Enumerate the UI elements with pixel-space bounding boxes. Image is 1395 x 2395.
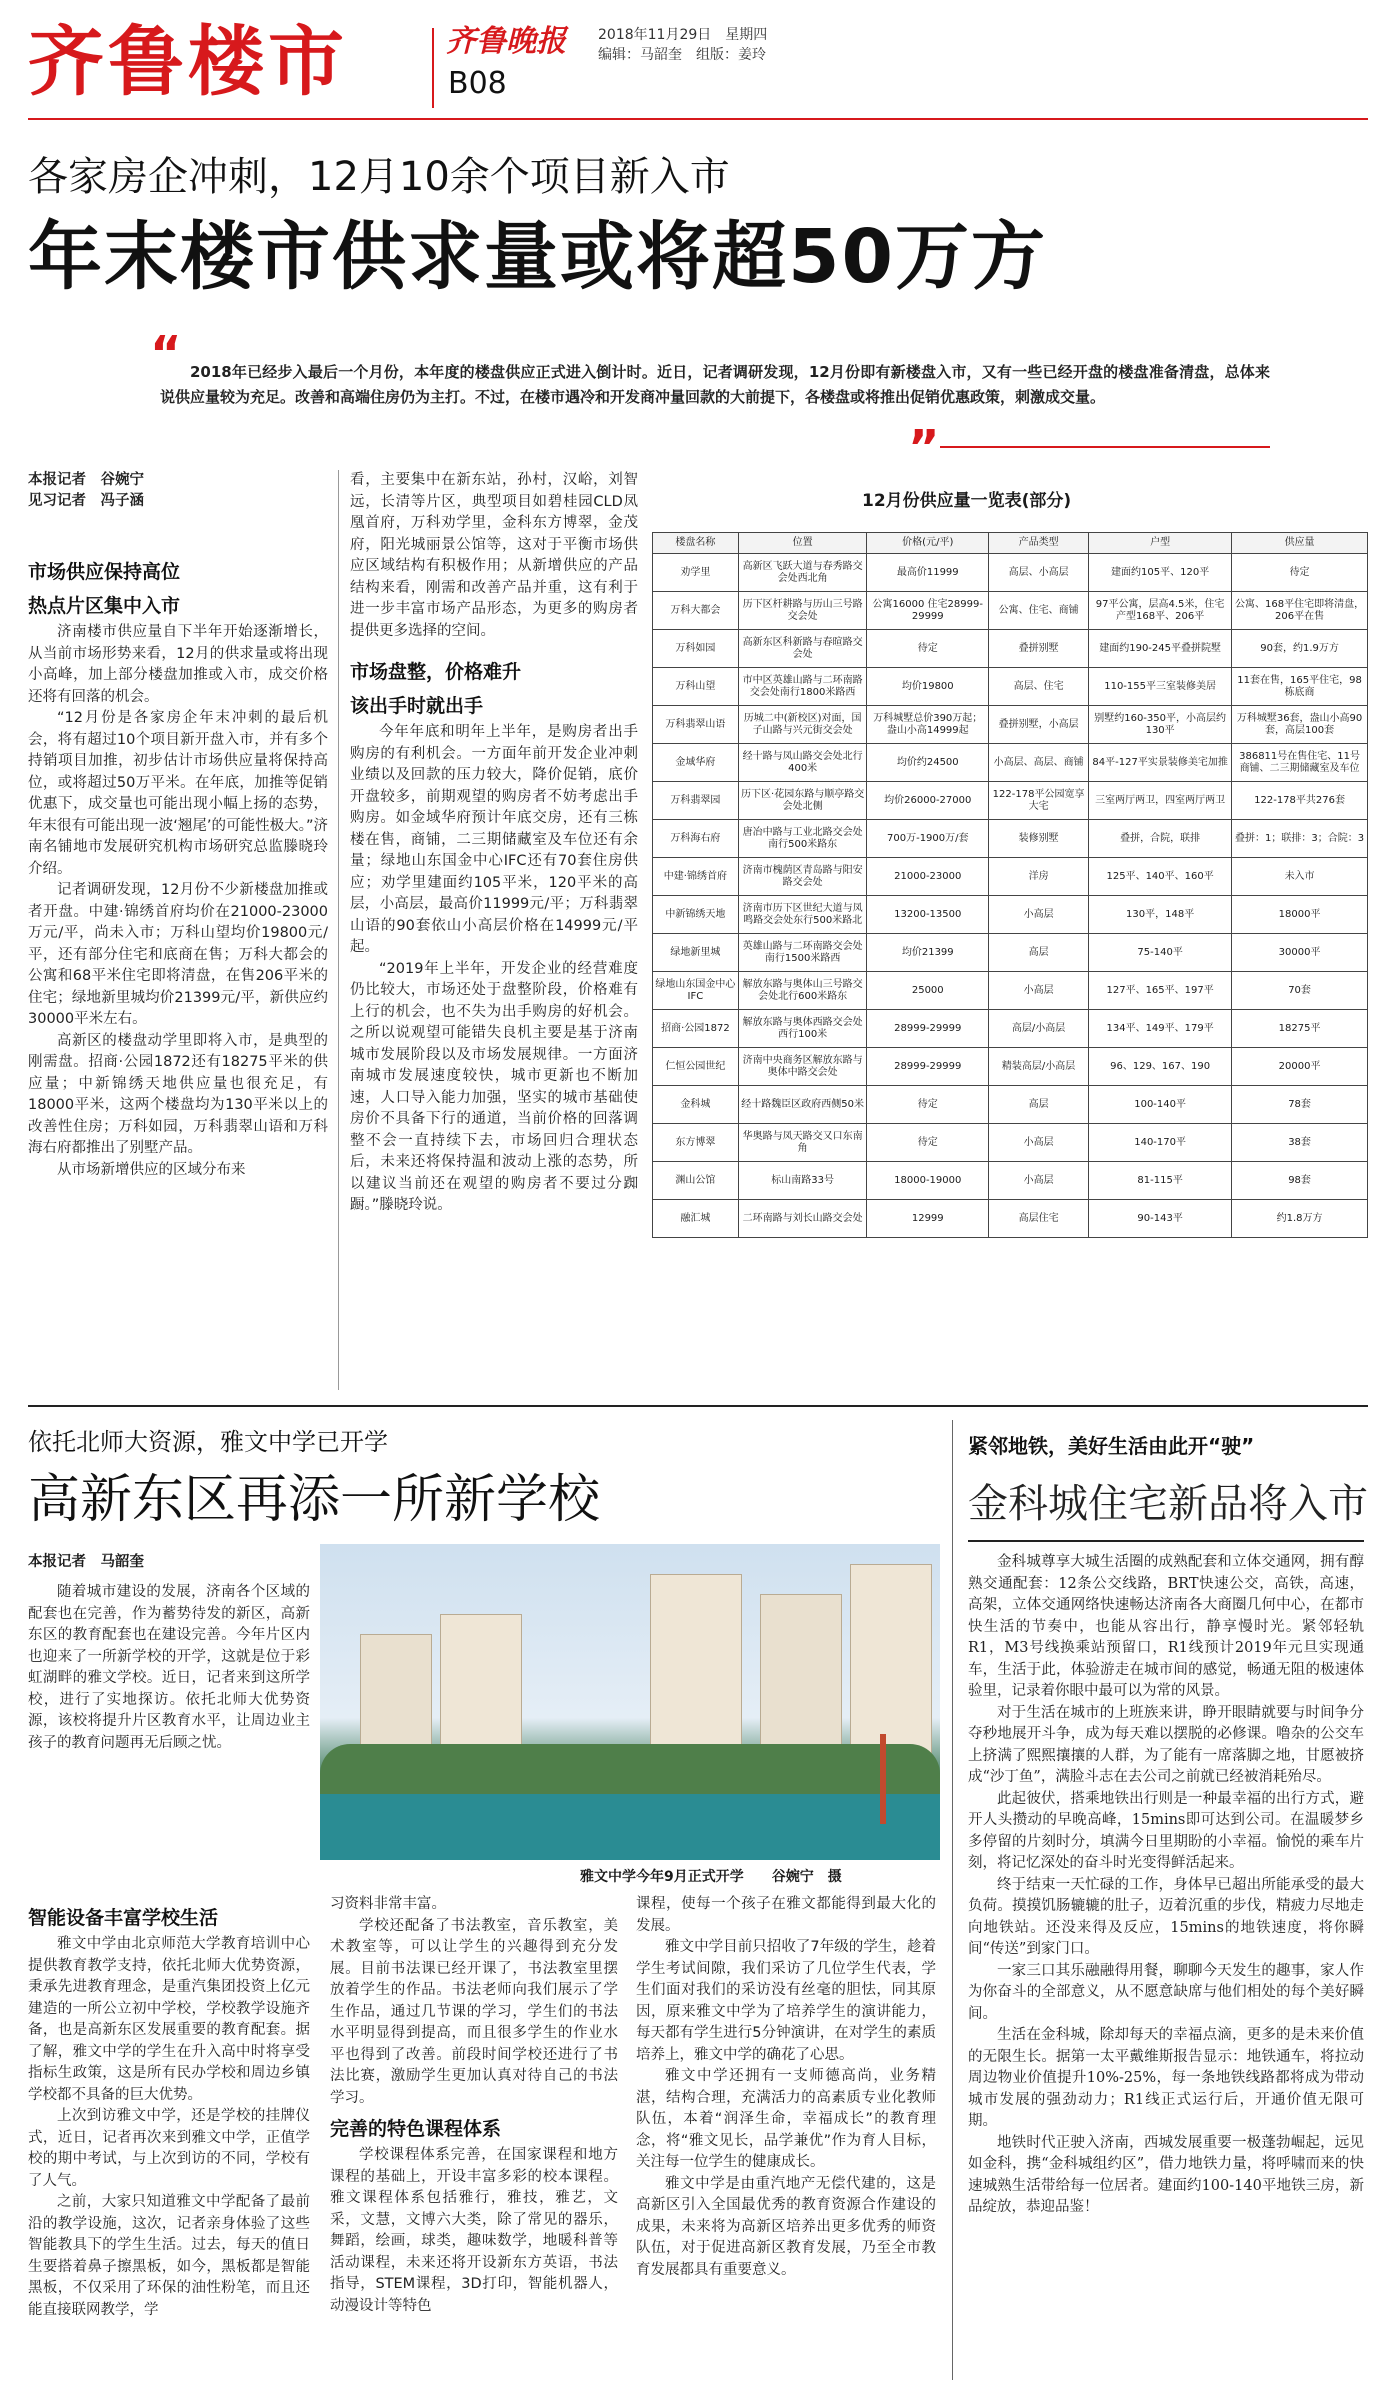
table-cell: 济南市历下区世纪大道与凤鸣路交会处东行500米路北 xyxy=(738,896,867,934)
metro-paragraph: 生活在金科城，除却每天的幸福点滴，更多的是未来价值的无限生长。据第一太平戴维斯报告显示：地铁通车，将拉动周边物业价值提升10%-25%，每一条地铁线路都将成为带动城市发展的强劲动力；R1线正式运行后，开通价值无限可期。 xyxy=(968,2027,1364,2129)
table-cell: 金科城 xyxy=(653,1086,739,1124)
table-cell: 100-140平 xyxy=(1089,1086,1232,1124)
table-header-cell: 户型 xyxy=(1089,533,1232,554)
close-quote: ” xyxy=(908,420,940,476)
school-paragraph: 随着城市建设的发展，济南各个区域的配套也在完善，作为蓄势待发的新区，高新东区的教育配套也在建设完善。今年片区内也迎来了一所新学校的开学，这就是位于彩虹湖畔的雅文学校。近日，记者来到这所学校，进行了实地探访。依托北师大优势资源，该校将提升片区教育水平，让周边业主孩子的教育问题再无后顾之忧。 xyxy=(28,1584,310,1751)
metro-column xyxy=(968,1552,1364,2219)
table-cell: 万科大都会 xyxy=(653,592,739,630)
metro-rule xyxy=(968,1540,1364,1542)
school-paragraph: 上次到访雅文中学，还是学校的挂牌仪式，近日，记者再次来到雅文中学，正值学校的期中考试，与上次到访的不同，学校有了人气。 xyxy=(28,2108,310,2189)
table-cell: 25000 xyxy=(867,972,989,1010)
school-column-3 xyxy=(636,1894,936,2281)
table-cell: 装修别墅 xyxy=(989,820,1089,858)
school-paragraph: 学校课程体系完善，在国家课程和地方课程的基础上，开设丰富多彩的校本课程。雅文课程体系包括雅行，雅技，雅艺，文采，文慧，文博六大类，除了常见的器乐，舞蹈，绘画，球类，趣味数学，地暖科普等活动课程，未来还将开设新东方英语，书法指导，STEM课程，3D打印，智能机器人，动漫设计等特色 xyxy=(330,2147,618,2314)
table-cell: 绿地山东国金中心IFC xyxy=(653,972,739,1010)
table-cell: 招商·公园1872 xyxy=(653,1010,739,1048)
table-cell: 济南市槐荫区青岛路与阳安路交会处 xyxy=(738,858,867,896)
table-cell: 金域华府 xyxy=(653,744,739,782)
table-cell: 万科翡翠山语 xyxy=(653,706,739,744)
table-cell: 仁恒公园世纪 xyxy=(653,1048,739,1086)
metro-kicker: 紧邻地铁，美好生活由此开“驶” xyxy=(968,1434,1255,1458)
table-row xyxy=(653,668,1368,706)
table-cell: 高层、小高层 xyxy=(989,554,1089,592)
school-column-1b xyxy=(28,1898,310,2321)
lead-paragraph: 济南楼市供应量自下半年开始逐渐增长，从当前市场形势来看，12月的供求量或将出现小高峰，加上部分楼盘加推或入市，成交价格还将有回落的机会。 xyxy=(28,624,328,705)
table-cell: 叠拼别墅 xyxy=(989,630,1089,668)
table-row xyxy=(653,554,1368,592)
table-cell: 38套 xyxy=(1232,1124,1368,1162)
table-cell: 高层/小高层 xyxy=(989,1010,1089,1048)
table-cell: 待定 xyxy=(867,1086,989,1124)
table-cell: 75-140平 xyxy=(1089,934,1232,972)
subhead-hot-areas: 热点片区集中入市 xyxy=(28,595,181,617)
table-cell: 万科如园 xyxy=(653,630,739,668)
lead-paragraph: 从市场新增供应的区域分布来 xyxy=(57,1161,246,1178)
metro-paragraph: 金科城尊享大城生活圈的成熟配套和立体交通网，拥有醇熟交通配套：12条公交线路，BRT快速公交，高铁，高速，高架，立体交通网络快速畅达济南各大商圈几何中心，在都市快生活的节奏中，也能从容出行，静享慢时光。紧邻轻轨R1，M3号线换乘站预留口，R1线预计2019年元旦实现通车，生活于此，体验游走在城市间的感觉，畅通无阻的极速体验里，记录着你眼中最可以为常的风景。 xyxy=(968,1554,1364,1699)
open-quote: “ xyxy=(150,326,182,382)
table-cell: 81-115平 xyxy=(1089,1162,1232,1200)
table-cell: 万科翡翠园 xyxy=(653,782,739,820)
table-cell: 均价19800 xyxy=(867,668,989,706)
table-cell: 历城二中(新校区)对面，国子山路与兴元街交会处 xyxy=(738,706,867,744)
metro-paragraph: 一家三口其乐融融得用餐，聊聊今天发生的趣事，家人作为你奋斗的全部意义，从不愿意缺席与他们相处的每个美好瞬间。 xyxy=(968,1962,1364,2022)
table-cell: 万科海右府 xyxy=(653,820,739,858)
editor-credit: 编辑：马韶奎 组版：姜玲 xyxy=(598,47,766,63)
table-cell: 洋房 xyxy=(989,858,1089,896)
table-cell: 中建·锦绣首府 xyxy=(653,858,739,896)
paper-logo: 齐鲁晚报 xyxy=(446,24,566,59)
lead-paragraph: “12月份是各家房企年末冲刺的最后机会，将有超过10个项目新开盘入市，并有多个持销项目加推，初步估计市场供应量将保持高位，或将超过50万平米。在年底，加推等促销优惠下，成交量也可能出现小幅上扬的态势，年末很有可能出现一波‘翘尾’的可能性极大。”济南名铺地市发展研究机构市场研究总监滕晓玲介绍。 xyxy=(28,710,328,877)
lead-paragraph: “2019年上半年，开发企业的经营难度仍比较大，市场还处于盘整阶段，价格难有上行的机会，也不失为出手购房的好机会。之所以说观望可能错失良机主要是基于济南城市发展阶段以及市场发展规律。一方面济南城市发展速度较快，城市更新也不断加速，人口导入能力加强，坚实的城市基础使房价不具备下行的通道，当前价格的回落调整不会一直持续下去，市场回归合理状态后，未来还将保持温和波动上涨的态势，所以建议当前还在观望的购房者不要过分踟蹰。”滕晓玲说。 xyxy=(350,960,638,1213)
table-cell: 高层、住宅 xyxy=(989,668,1089,706)
metro-headline: 金科城住宅新品将入市 xyxy=(968,1481,1368,1527)
table-cell: 28999-29999 xyxy=(867,1010,989,1048)
table-cell: 经十路与凤山路交会处北行400米 xyxy=(738,744,867,782)
table-header-cell: 产品类型 xyxy=(989,533,1089,554)
table-row xyxy=(653,1048,1368,1086)
supply-table xyxy=(652,532,1368,1238)
school-paragraph: 雅文中学由北京师范大学教育培训中心提供教育教学支持，依托北师大优势资源，秉承先进教育理念，是重汽集团投资上亿元建造的一所公立初中学校，学校教学设施齐备，也是高新东区发展重要的教育配套。据了解，雅文中学的学生在升入高中时将享受指标生政策，这是所有民办学校和周边乡镇学校都不具备的巨大优势。 xyxy=(28,1936,310,2103)
table-cell: 劝学里 xyxy=(653,554,739,592)
lead-column-1 xyxy=(28,470,328,1181)
summary-rule xyxy=(940,446,1270,448)
school-column-1 xyxy=(28,1582,310,1754)
table-cell: 高层 xyxy=(989,934,1089,972)
school-byline: 本报记者 马韶奎 xyxy=(28,1554,144,1570)
table-cell: 待定 xyxy=(867,630,989,668)
lead-kicker: 各家房企冲刺，12月10余个项目新入市 xyxy=(28,154,730,200)
table-row xyxy=(653,744,1368,782)
table-cell: 华奥路与凤天路交又口东南角 xyxy=(738,1124,867,1162)
table-cell: 精装高层/小高层 xyxy=(989,1048,1089,1086)
table-cell: 未入市 xyxy=(1232,858,1368,896)
table-cell: 125平、140平、160平 xyxy=(1089,858,1232,896)
table-cell: 12999 xyxy=(867,1200,989,1238)
trees xyxy=(320,1744,940,1794)
school-paragraph: 课程，使每一个孩子在雅文都能得到最大化的发展。 xyxy=(636,1896,936,1934)
table-row xyxy=(653,1086,1368,1124)
school-column-2 xyxy=(330,1894,618,2317)
metro-paragraph: 对于生活在城市的上班族来讲，睁开眼睛就要与时间争分夺秒地展开斗争，成为每天难以摆脱的必修课。噜杂的公交车上挤满了熙熙攘攘的人群，为了能有一席落脚之地，甘愿被挤成“沙丁鱼”，满脸斗志在去公司之前就已经被消耗殆尽。 xyxy=(968,1704,1364,1785)
table-cell: 140-170平 xyxy=(1089,1124,1232,1162)
metro-paragraph: 此起彼伏，搭乘地铁出行则是一种最幸福的出行方式，避开人头攒动的早晚高峰，15mins即可达到公司。在温暖梦乡多停留的片刻时分，填满今日里期盼的小幸福。愉悦的乘车片刻，将记忆深处的奋斗时光变得鲜活起来。 xyxy=(968,1790,1364,1871)
table-cell: 渊山公馆 xyxy=(653,1162,739,1200)
table-row xyxy=(653,630,1368,668)
table-cell: 18000-19000 xyxy=(867,1162,989,1200)
table-cell: 高新区飞跃大道与春秀路交会处西北角 xyxy=(738,554,867,592)
table-cell: 唐冶中路与工业北路交会处南行500米路东 xyxy=(738,820,867,858)
table-cell: 最高价11999 xyxy=(867,554,989,592)
table-cell: 解放东路与奥体山三号路交会处北行600米路东 xyxy=(738,972,867,1010)
photo-caption: 雅文中学今年9月正式开学 谷婉宁 摄 xyxy=(580,1869,842,1885)
table-cell: 高新东区科新路与春暄路交会处 xyxy=(738,630,867,668)
table-cell: 三室两厅两卫，四室两厅两卫 xyxy=(1089,782,1232,820)
subhead-price-flat: 市场盘整，价格难升 xyxy=(350,661,522,683)
school-paragraph: 雅文中学还拥有一支师德高尚，业务精湛，结构合理，充满活力的高素质专业化教师队伍，本着“润泽生命，幸福成长”的教育理念，将“雅文见长，品学兼优”作为育人目标，关注每一位学生的健康成长。 xyxy=(636,2068,936,2170)
table-cell: 待定 xyxy=(1232,554,1368,592)
table-cell: 标山南路33号 xyxy=(738,1162,867,1200)
table-row xyxy=(653,706,1368,744)
table-cell: 二环南路与刘长山路交会处 xyxy=(738,1200,867,1238)
table-cell: 东方博翠 xyxy=(653,1124,739,1162)
section-title: 齐鲁楼市 xyxy=(28,17,348,106)
lead-headline: 年末楼市供求量或将超50万方 xyxy=(28,214,1047,300)
table-cell: 90-143平 xyxy=(1089,1200,1232,1238)
supply-table-wrapper xyxy=(652,532,1368,1238)
table-cell: 高层住宅 xyxy=(989,1200,1089,1238)
supply-table-title: 12月份供应量一览表(部分) xyxy=(862,491,1072,511)
table-cell: 建面约105平、120平 xyxy=(1089,554,1232,592)
school-kicker: 依托北师大资源，雅文中学已开学 xyxy=(28,1428,388,1456)
table-row xyxy=(653,972,1368,1010)
table-header-cell: 价格(元/平) xyxy=(867,533,989,554)
table-row xyxy=(653,1162,1368,1200)
table-cell: 小高层 xyxy=(989,896,1089,934)
table-row xyxy=(653,1124,1368,1162)
table-cell: 绿地新里城 xyxy=(653,934,739,972)
school-paragraph: 雅文中学是由重汽地产无偿代建的，这是高新区引入全国最优秀的教育资源合作建设的成果，未来将为高新区培养出更多优秀的师资队伍，对于促进高新区教育发展，乃至全市教育发展都具有重要意义。 xyxy=(636,2175,936,2278)
table-cell: 21000-23000 xyxy=(867,858,989,896)
table-row xyxy=(653,820,1368,858)
table-cell: 700万-1900万/套 xyxy=(867,820,989,858)
table-cell: 解放东路与奥体西路交会处西行100米 xyxy=(738,1010,867,1048)
table-cell: 小高层、高层、商铺 xyxy=(989,744,1089,782)
table-cell: 122-178平公园宽享大宅 xyxy=(989,782,1089,820)
table-cell: 万科山望 xyxy=(653,668,739,706)
subhead-curriculum: 完善的特色课程体系 xyxy=(330,2118,502,2140)
table-cell: 28999-29999 xyxy=(867,1048,989,1086)
column-divider xyxy=(338,470,339,1390)
table-cell: 130平，148平 xyxy=(1089,896,1232,934)
table-cell: 约1.8万方 xyxy=(1232,1200,1368,1238)
table-cell: 叠拼：1；联排：3；合院：3 xyxy=(1232,820,1368,858)
section-rule xyxy=(28,1405,1368,1407)
school-paragraph: 之前，大家只知道雅文中学配备了最前沿的教学设施，这次，记者亲身体验了这些智能教具下的学生生活。过去，每天的值日生要搭着鼻子擦黑板，如今，黑板都是智能黑板，不仅采用了环保的油性粉笔，而且还能直接联网教学，学 xyxy=(28,2194,310,2318)
table-cell: 公寓16000 住宅28999-29999 xyxy=(867,592,989,630)
basketball-hoop xyxy=(880,1734,886,1824)
table-cell: 高层 xyxy=(989,1086,1089,1124)
table-cell: 18000平 xyxy=(1232,896,1368,934)
byline-trainee: 见习记者 冯子涵 xyxy=(28,493,144,509)
header-divider xyxy=(432,28,434,108)
table-cell: 小高层 xyxy=(989,1124,1089,1162)
lead-paragraph: 高新区的楼盘动学里即将入市，是典型的刚需盘。招商·公园1872还有18275平米的供应量；中新锦绣天地供应量也很充足，有18000平米，这两个楼盘均为130平米以上的改善性住房；万科如园，万科翡翠山语和万科海右府都推出了别墅产品。 xyxy=(28,1032,328,1156)
table-cell: 融汇城 xyxy=(653,1200,739,1238)
header-rule xyxy=(28,118,1368,120)
column-divider xyxy=(952,1420,953,2380)
table-cell: 济南中央商务区解放东路与奥体中路交会处 xyxy=(738,1048,867,1086)
table-cell: 11套在售，165平住宅，98栋底商 xyxy=(1232,668,1368,706)
table-cell: 万科城墅总价390万起；盎山小高14999起 xyxy=(867,706,989,744)
table-cell: 中新锦绣天地 xyxy=(653,896,739,934)
school-paragraph: 学校还配备了书法教室，音乐教室，美术教室等，可以让学生的兴趣得到充分发展。目前书法课已经开课了，书法教室里摆放着学生的作品。书法老师向我们展示了学生作品，通过几节课的学习，学生们的书法水平明显得到提高，而且很多学生的作业水平也得到了改善。前段时间学校还进行了书法比赛，激励学生更加认真对待自己的书法学习。 xyxy=(330,1917,618,2106)
table-cell: 叠拼，合院，联排 xyxy=(1089,820,1232,858)
sports-court xyxy=(320,1794,940,1860)
table-cell: 均价约24500 xyxy=(867,744,989,782)
table-cell: 134平、149平、179平 xyxy=(1089,1010,1232,1048)
table-header-cell: 楼盘名称 xyxy=(653,533,739,554)
table-row xyxy=(653,896,1368,934)
table-cell: 万科城墅36套，盎山小高90套，高层100套 xyxy=(1232,706,1368,744)
table-cell: 小高层 xyxy=(989,1162,1089,1200)
table-cell: 110-155平三室装修美居 xyxy=(1089,668,1232,706)
table-row xyxy=(653,1010,1368,1048)
table-cell: 英雄山路与二环南路交会处南行1500米路西 xyxy=(738,934,867,972)
table-cell: 别墅约160-350平，小高层约130平 xyxy=(1089,706,1232,744)
lead-summary: 2018年已经步入最后一个月份，本年度的楼盘供应正式进入倒计时。近日，记者调研发现，12月份即有新楼盘入市，又有一些已经开盘的楼盘准备清盘，总体来说供应量较为充足。改善和高端住房仍为主打。不过，在楼市遇冷和开发商冲量回款的大前提下，各楼盘或将推出促销优惠政策，刺激成交量。 xyxy=(160,363,1270,406)
table-cell: 78套 xyxy=(1232,1086,1368,1124)
subhead-supply-high: 市场供应保持高位 xyxy=(28,561,181,583)
table-cell: 历下区杆耕路与历山三号路交会处 xyxy=(738,592,867,630)
table-row xyxy=(653,858,1368,896)
school-headline: 高新东区再添一所新学校 xyxy=(28,1470,601,1530)
table-cell: 均价26000-27000 xyxy=(867,782,989,820)
table-cell: 96、129、167、190 xyxy=(1089,1048,1232,1086)
table-cell: 97平公寓，层高4.5米，住宅产型168平、206平 xyxy=(1089,592,1232,630)
table-cell: 70套 xyxy=(1232,972,1368,1010)
table-header-cell: 位置 xyxy=(738,533,867,554)
table-cell: 18275平 xyxy=(1232,1010,1368,1048)
table-cell: 20000平 xyxy=(1232,1048,1368,1086)
lead-column-2 xyxy=(350,470,638,1217)
table-cell: 127平、165平、197平 xyxy=(1089,972,1232,1010)
table-row xyxy=(653,592,1368,630)
table-cell: 13200-13500 xyxy=(867,896,989,934)
metro-paragraph: 地铁时代正驶入济南，西城发展重要一极蓬勃崛起，远见如金科，携“金科城组约区”，借力地铁力量，将呼啸而来的快速城熟生活带给每一位居者。建面约100-140平地铁三房，新品绽放，恭迎品鉴！ xyxy=(968,2134,1364,2215)
table-cell: 98套 xyxy=(1232,1162,1368,1200)
byline-reporter: 本报记者 谷婉宁 xyxy=(28,472,144,488)
table-header-cell: 供应量 xyxy=(1232,533,1368,554)
school-photo xyxy=(320,1544,940,1860)
subhead-smart-devices: 智能设备丰富学校生活 xyxy=(28,1907,219,1929)
table-cell: 公寓、168平住宅即将清盘，206平在售 xyxy=(1232,592,1368,630)
table-cell: 小高层 xyxy=(989,972,1089,1010)
table-cell: 90套，约1.9万方 xyxy=(1232,630,1368,668)
table-row xyxy=(653,1200,1368,1238)
lead-paragraph: 看，主要集中在新东站，孙村，汉峪，刘智远，长清等片区，典型项目如碧桂园CLD凤凰首府，万科劝学里，金科东方博翠，金茂府，阳光城丽景公馆等，这对于平衡市场供应区域结构有积极作用；从新增供应的产品结构来看，刚需和改善产品并重，这有利于进一步丰富市场产品形态，为更多的购房者提供更多选择的空间。 xyxy=(350,472,638,639)
table-cell: 建面约190-245平叠拼院墅 xyxy=(1089,630,1232,668)
table-cell: 公寓、住宅、商铺 xyxy=(989,592,1089,630)
lead-paragraph: 今年年底和明年上半年，是购房者出手购房的有利机会。一方面年前开发企业冲刺业绩以及回款的压力较大，降价促销，底价开盘较多，前期观望的购房者不妨考虑出手购房。如金域华府预计年底交房，还有三栋楼在售，商铺，二三期储藏室及车位还有余量；绿地山东国金中心IFC还有70套住房供应；劝学里建面约105平米，120平米的高层，小高层，最高价11999元/平；万科翡翠山语的90套依山小高层价格在14999元/平起。 xyxy=(350,724,638,955)
issue-date: 2018年11月29日 星期四 xyxy=(598,27,768,43)
table-cell: 市中区英雄山路与二环南路交会处南行1800米路西 xyxy=(738,668,867,706)
school-paragraph: 雅文中学目前只招收了7年级的学生，趁着学生考试间隙，我们采访了几位学生代表，学生们面对我们的采访没有丝毫的胆怯，同其原因，原来雅文中学为了培养学生的演讲能力，每天都有学生进行5分钟演讲，在对学生的素质培养上，雅文中学的确花了心思。 xyxy=(636,1939,936,2063)
table-cell: 叠拼别墅，小高层 xyxy=(989,706,1089,744)
table-cell: 经十路魏臣区政府西侧50米 xyxy=(738,1086,867,1124)
subhead-buy-now: 该出手时就出手 xyxy=(350,695,484,717)
page-code: B08 xyxy=(448,66,507,101)
lead-paragraph: 记者调研发现，12月份不少新楼盘加推或者开盘。中建·锦绣首府均价在21000-23000万元/平，尚未入市；万科山望均价19800元/平，还有部分住宅和底商在售；万科大都会的公寓和68平米住宅即将清盘，在售206平米的住宅；绿地新里城均价21399元/平，新供应约30000平米左右。 xyxy=(28,882,328,1027)
table-row xyxy=(653,782,1368,820)
table-row xyxy=(653,934,1368,972)
table-cell: 30000平 xyxy=(1232,934,1368,972)
table-cell: 84平-127平实景装修美宅加推 xyxy=(1089,744,1232,782)
table-cell: 386811号在售住宅、11号商铺、二三期储藏室及车位 xyxy=(1232,744,1368,782)
table-cell: 待定 xyxy=(867,1124,989,1162)
table-cell: 历下区·花园东路与顺亭路交会处北侧 xyxy=(738,782,867,820)
school-paragraph: 习资料非常丰富。 xyxy=(330,1896,446,1912)
metro-paragraph: 终于结束一天忙碌的工作，身体早已超出所能承受的最大负荷。摸摸饥肠辘辘的肚子，迈着沉重的步伐，精疲力尽地走向地铁站。还没来得及反应，15mins的地铁速度，将你瞬间“传送”到家门口。 xyxy=(968,1876,1364,1957)
table-cell: 122-178平共276套 xyxy=(1232,782,1368,820)
table-cell: 均价21399 xyxy=(867,934,989,972)
